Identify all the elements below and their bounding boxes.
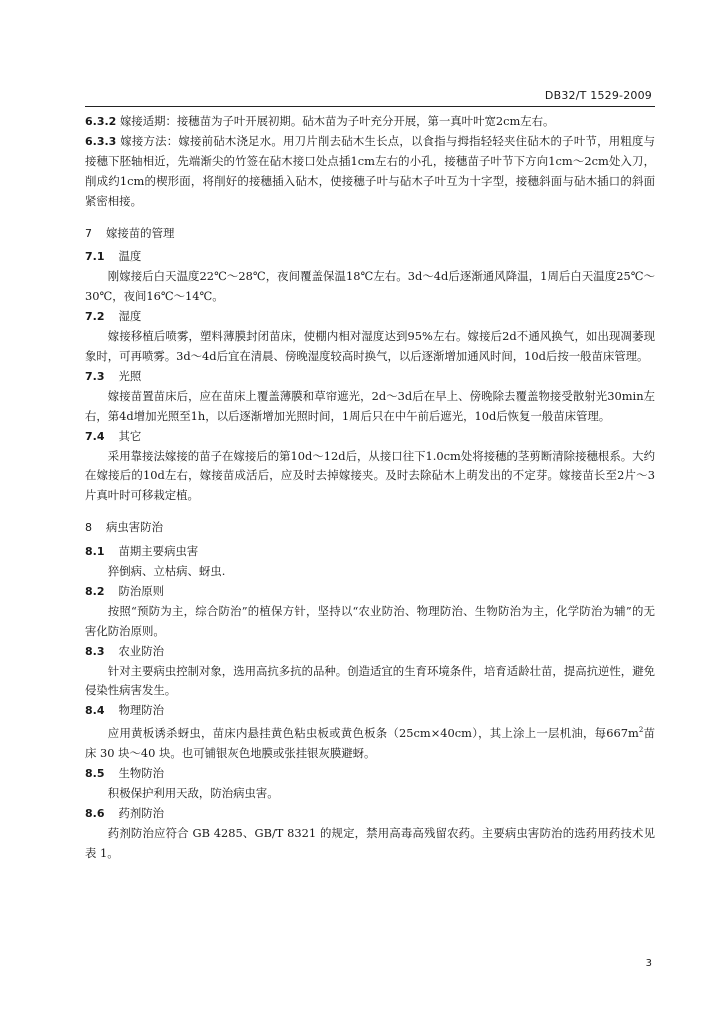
section-7-1-heading [85, 247, 655, 267]
section-number: 7.4 [85, 429, 105, 443]
section-number: 7.1 [85, 250, 105, 264]
document-body [85, 112, 655, 863]
clause-text: 嫁接方法：嫁接前砧木浇足水。用刀片削去砧木生长点，以食指与拇指轻轻夹住砧木的子叶节，用粗度与接穗下胚轴相近，先端渐尖的竹签在砧木接口处点插1cm左右的小孔，接穗苗子叶节下方向1cm～2cm处入刀，削成约1cm的楔形面，将削好的接穗插入砧木，使接穗子叶与砧木子叶互为十字型，接穗斜面与砧木插口的斜面紧密相接。 [85, 133, 655, 208]
section-title: 光照 [118, 368, 142, 383]
section-number: 7.2 [85, 310, 105, 324]
section-number: 8.4 [85, 704, 105, 718]
section-8-4-heading [85, 701, 655, 721]
section-title: 防治原则 [118, 583, 165, 598]
section-8-4-text [85, 721, 655, 764]
chapter-number: 8 [85, 521, 92, 535]
section-8-5-heading [85, 764, 655, 784]
clause-6-3-3 [85, 132, 655, 212]
chapter-7-heading [85, 224, 655, 244]
section-title: 温度 [118, 249, 142, 264]
section-number: 8.1 [85, 545, 105, 559]
section-number: 7.3 [85, 369, 105, 383]
section-number: 8.6 [85, 806, 105, 820]
section-7-2-heading [85, 307, 655, 327]
section-7-4-text: 采用靠接法嫁接的苗子在嫁接后的第10d～12d后，从接口往下1.0cm处将接穗的茎剪断清除接穗根系。大约在嫁接后的10d左右，嫁接苗成活后，应及时去掉嫁接夹。及时去除砧木上萌发出的不定芽。嫁接苗长至2片～3片真叶时可移栽定植。 [85, 448, 655, 503]
section-number: 8.2 [85, 584, 105, 598]
section-8-1-text: 猝倒病、立枯病、蚜虫. [107, 564, 226, 579]
section-8-2-text: 按照“预防为主，综合防治”的植保方针，坚持以“农业防治、物理防治、生物防治为主，化学防治为辅”的无害化防治原则。 [85, 603, 655, 638]
section-8-4-tail: 苗床 30 块～40 块。也可铺银灰色地膜或张挂银灰膜避蚜。 [85, 726, 655, 760]
section-8-4-main: 应用黄板诱杀蚜虫，苗床内悬挂黄色粘虫板或黄色板条（25cm×40cm），其上涂上一层机油，每667m [107, 726, 639, 741]
page-number: 3 [645, 958, 652, 969]
section-7-2-text: 嫁接移植后喷雾，塑料薄膜封闭苗床，使棚内相对湿度达到95%左右。嫁接后2d不通风换气，如出现凋萎现象时，可再喷雾。3d～4d后宜在清晨、傍晚湿度较高时换气，以后逐渐增加通风时间，10d后按一般苗床管理。 [85, 329, 655, 363]
section-title: 苗期主要病虫害 [118, 544, 199, 559]
document-code: DB32/T 1529-2009 [544, 89, 652, 102]
clause-6-3-2 [85, 112, 655, 132]
clause-number: 6.3.2 [85, 115, 117, 128]
section-title: 药剂防治 [118, 805, 165, 820]
section-8-2-heading [85, 582, 655, 602]
section-title: 其它 [118, 428, 142, 443]
section-7-4-heading [85, 427, 655, 447]
section-8-1-heading [85, 542, 655, 562]
section-8-6-heading [85, 804, 655, 824]
chapter-title: 病虫害防治 [106, 520, 163, 535]
section-number: 8.3 [85, 644, 105, 658]
chapter-title: 嫁接苗的管理 [106, 225, 175, 240]
section-title: 生物防治 [118, 765, 165, 780]
superscript-two: 2 [638, 726, 644, 735]
section-number: 8.5 [85, 766, 105, 780]
section-8-3-text: 针对主要病虫控制对象，选用高抗多抗的品种。创造适宜的生育环境条件，培育适龄壮苗，提高抗逆性，避免侵染性病害发生。 [85, 663, 655, 698]
section-title: 农业防治 [118, 643, 165, 658]
section-7-3-text: 嫁接苗置苗床后，应在苗床上覆盖薄膜和草帘遮光，2d～3d后在早上、傍晚除去覆盖物接受散射光30min左右，第4d增加光照至1h，以后逐渐增加光照时间，1周后只在中午前后遮光，10d后恢复一般苗床管理。 [85, 388, 655, 423]
clause-text: 嫁接适期：接穗苗为子叶开展初期。砧木苗为子叶充分开展，第一真叶叶宽2cm左右。 [119, 114, 555, 128]
clause-number: 6.3.3 [85, 134, 117, 148]
section-8-5-text: 积极保护利用天敌，防治病虫害。 [107, 785, 279, 800]
section-title: 湿度 [118, 309, 142, 324]
section-8-3-heading [85, 642, 655, 662]
header-rule [85, 106, 655, 107]
section-title: 物理防治 [118, 703, 165, 718]
chapter-8-heading [85, 518, 655, 538]
section-7-3-heading [85, 367, 655, 387]
chapter-number: 7 [85, 226, 92, 240]
section-8-6-text: 药剂防治应符合 GB 4285、GB/T 8321 的规定，禁用高毒高残留农药。主要病虫害防治的选药用药技术见表 1。 [85, 825, 655, 860]
section-7-1-text: 刚嫁接后白天温度22℃～28℃，夜间覆盖保温18℃左右。3d～4d后逐渐通风降温，1周后白天温度25℃～30℃，夜间16℃～14℃。 [85, 269, 655, 304]
